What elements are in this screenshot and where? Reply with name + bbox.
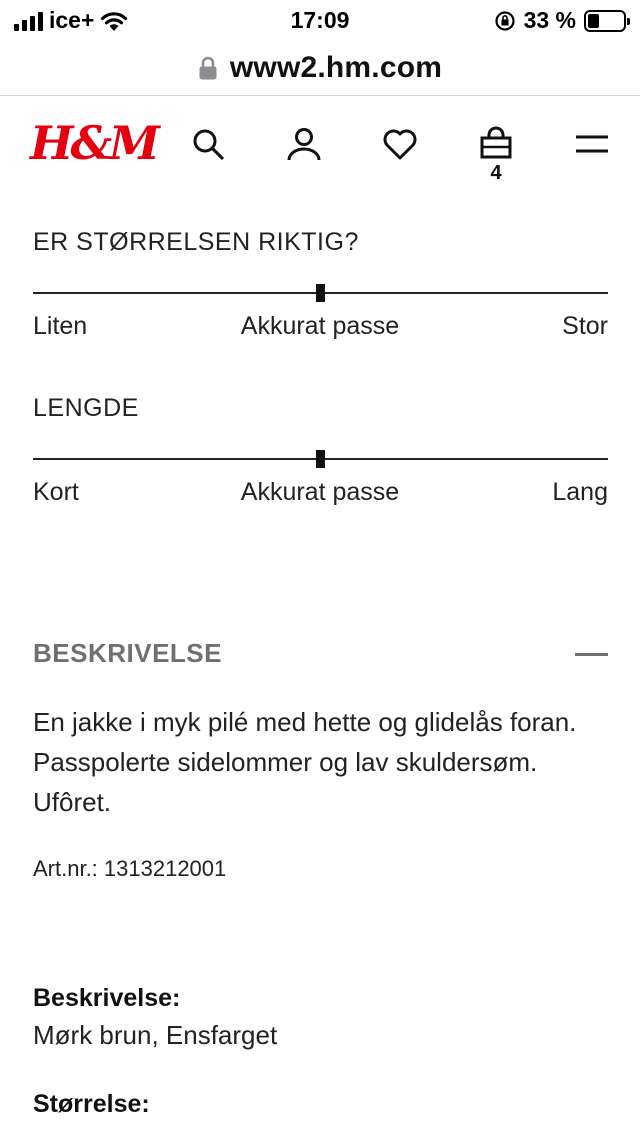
hm-logo[interactable]: H&M [30, 116, 157, 170]
heart-icon [382, 127, 418, 161]
account-button[interactable] [284, 124, 324, 164]
lock-icon [198, 56, 218, 80]
cart-button[interactable] [476, 124, 516, 164]
fit-size-title: ER STØRRELSEN RIKTIG? [33, 228, 359, 256]
fit-size-label-just-right: Akkurat passe [240, 312, 400, 340]
orientation-lock-icon [494, 10, 516, 32]
color-value: Mørk brun, Ensfarget [33, 1020, 278, 1050]
favorites-button[interactable] [380, 124, 420, 164]
collapse-icon[interactable] [575, 653, 608, 656]
article-number: Art.nr.: 1313212001 [33, 856, 227, 881]
fit-length-title: LENGDE [33, 394, 139, 422]
battery-percent: 33 % [523, 7, 576, 33]
description-heading[interactable]: BESKRIVELSE [33, 638, 222, 668]
fit-length-marker [316, 450, 325, 468]
account-icon [286, 126, 322, 162]
fit-length-label-just-right: Akkurat passe [240, 478, 400, 506]
search-button[interactable] [188, 124, 228, 164]
battery-icon [584, 10, 626, 32]
search-icon [191, 127, 225, 161]
fit-size-label-large: Stor [562, 312, 608, 340]
status-bar [0, 0, 640, 40]
menu-button[interactable] [572, 124, 612, 164]
menu-icon [574, 132, 610, 156]
clock: 17:09 [290, 7, 350, 33]
size-label: Størrelse: [33, 1090, 150, 1118]
fit-size-marker [316, 284, 325, 302]
fit-size-label-small: Liten [33, 312, 88, 340]
carrier-name: ice+ [49, 7, 95, 33]
fit-length-label-long: Lang [552, 478, 608, 506]
site-header [0, 96, 640, 196]
cart-count-badge: 4 [490, 162, 502, 184]
url-text[interactable]: www2.hm.com [229, 50, 443, 84]
color-label: Beskrivelse: [33, 984, 181, 1012]
cart-icon [478, 126, 514, 162]
fit-length-label-short: Kort [33, 478, 79, 506]
status-right [494, 7, 626, 34]
address-bar[interactable] [0, 40, 640, 96]
description-text: En jakke i myk pilé med hette og glidelås foran. Passpolerte sidelommer og lav skuldersøm. Ufôret. [33, 707, 577, 817]
